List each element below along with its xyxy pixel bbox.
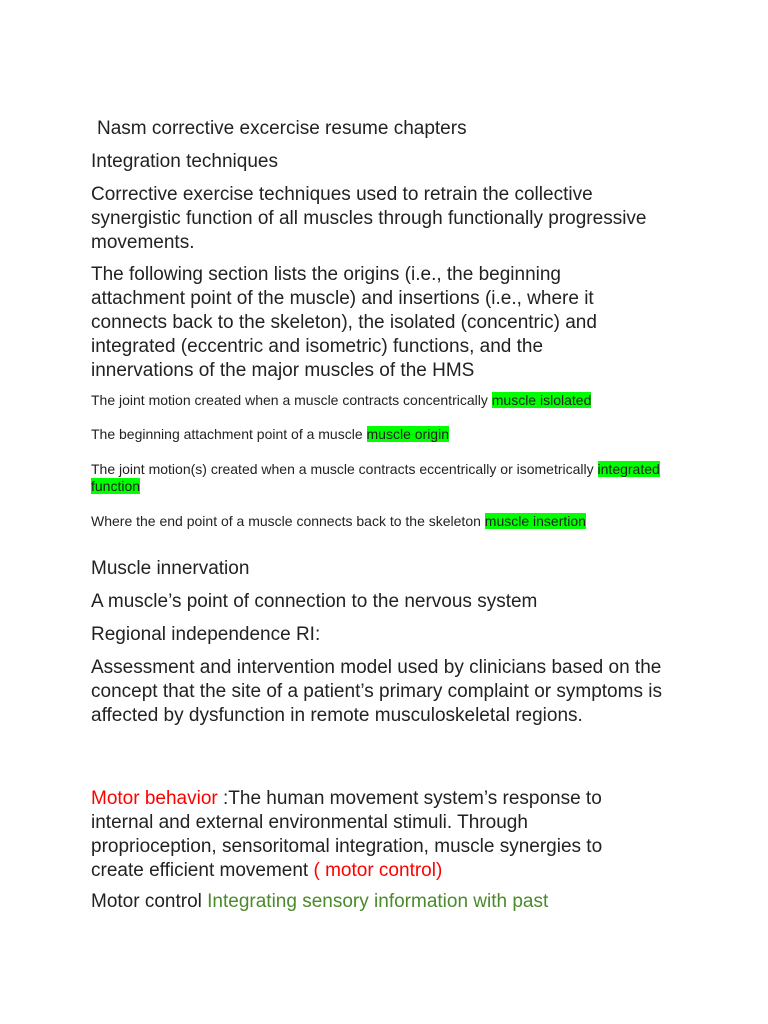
text-run: (i.e., the beginning attachment point of the muscle) and (91, 264, 562, 309)
qa-answer-highlight: muscle islolated (491, 392, 592, 408)
qa-question: The beginning attachment point of a muscle (91, 426, 367, 442)
paragraph-motor-control (91, 890, 548, 914)
qa-item (91, 461, 661, 495)
qa-answer-highlight: integrated function (91, 461, 660, 494)
term-motor-control-ref: ( motor control) (313, 860, 443, 881)
qa-question: The joint motion(s) created when a muscle contracts eccentrically or isometrically (91, 461, 598, 477)
paragraph-integration-definition: Corrective exercise techniques used to retrain the collective synergistic function of all muscles through functionally progressive movements. (91, 184, 647, 253)
text-run-green: Integrating sensory information with past (207, 891, 549, 912)
text-run: (eccentric and isometric) functions, and the (175, 336, 544, 357)
term-origins: origins (343, 264, 400, 285)
text-run: (i.e., where it connects back to the skeleton), the (91, 288, 594, 333)
term-innervations: innervations (91, 360, 194, 381)
paragraph-innervation-definition: A muscle’s point of connection to the nervous system (91, 591, 538, 612)
heading-muscle-innervation: Muscle innervation (91, 558, 250, 579)
text-run: (concentric) and (455, 312, 597, 333)
paragraph-motor-behavior (91, 787, 651, 883)
term-insertions: insertions (398, 288, 480, 309)
qa-question: Where the end point of a muscle connects back to the skeleton (91, 513, 485, 529)
heading-integration-techniques: Integration techniques (91, 151, 278, 172)
text-run: of the major muscles of the HMS (193, 360, 475, 381)
qa-question: The joint motion created when a muscle contracts concentrically (91, 392, 492, 408)
paragraph-regional-independence: Assessment and intervention model used by clinicians based on the concept that the site of a patient’s primary complaint or symptoms is affected by dysfunction in remote musculoskeletal regions. (91, 657, 662, 726)
qa-item (91, 513, 586, 530)
term-motor-behavior: Motor behavior (91, 788, 218, 809)
text-run: The following section lists the (91, 264, 344, 285)
qa-answer-highlight: muscle origin (366, 426, 449, 442)
term-integrated: integrated (91, 336, 176, 357)
term-isolated: isolated (389, 312, 456, 333)
document-title: Nasm corrective excercise resume chapters (97, 118, 467, 139)
term-motor-control: Motor control (91, 891, 208, 912)
text-run: :The human movement system’s response to internal and external environmental stimuli. Through proprioception, sensoritomal integration, muscle synergies to create efficient movement (91, 788, 603, 881)
paragraph-section-intro (91, 263, 631, 383)
qa-item (91, 426, 449, 443)
qa-item (91, 392, 591, 409)
qa-answer-highlight: muscle insertion (484, 513, 586, 529)
heading-regional-independence: Regional independence RI: (91, 624, 321, 645)
